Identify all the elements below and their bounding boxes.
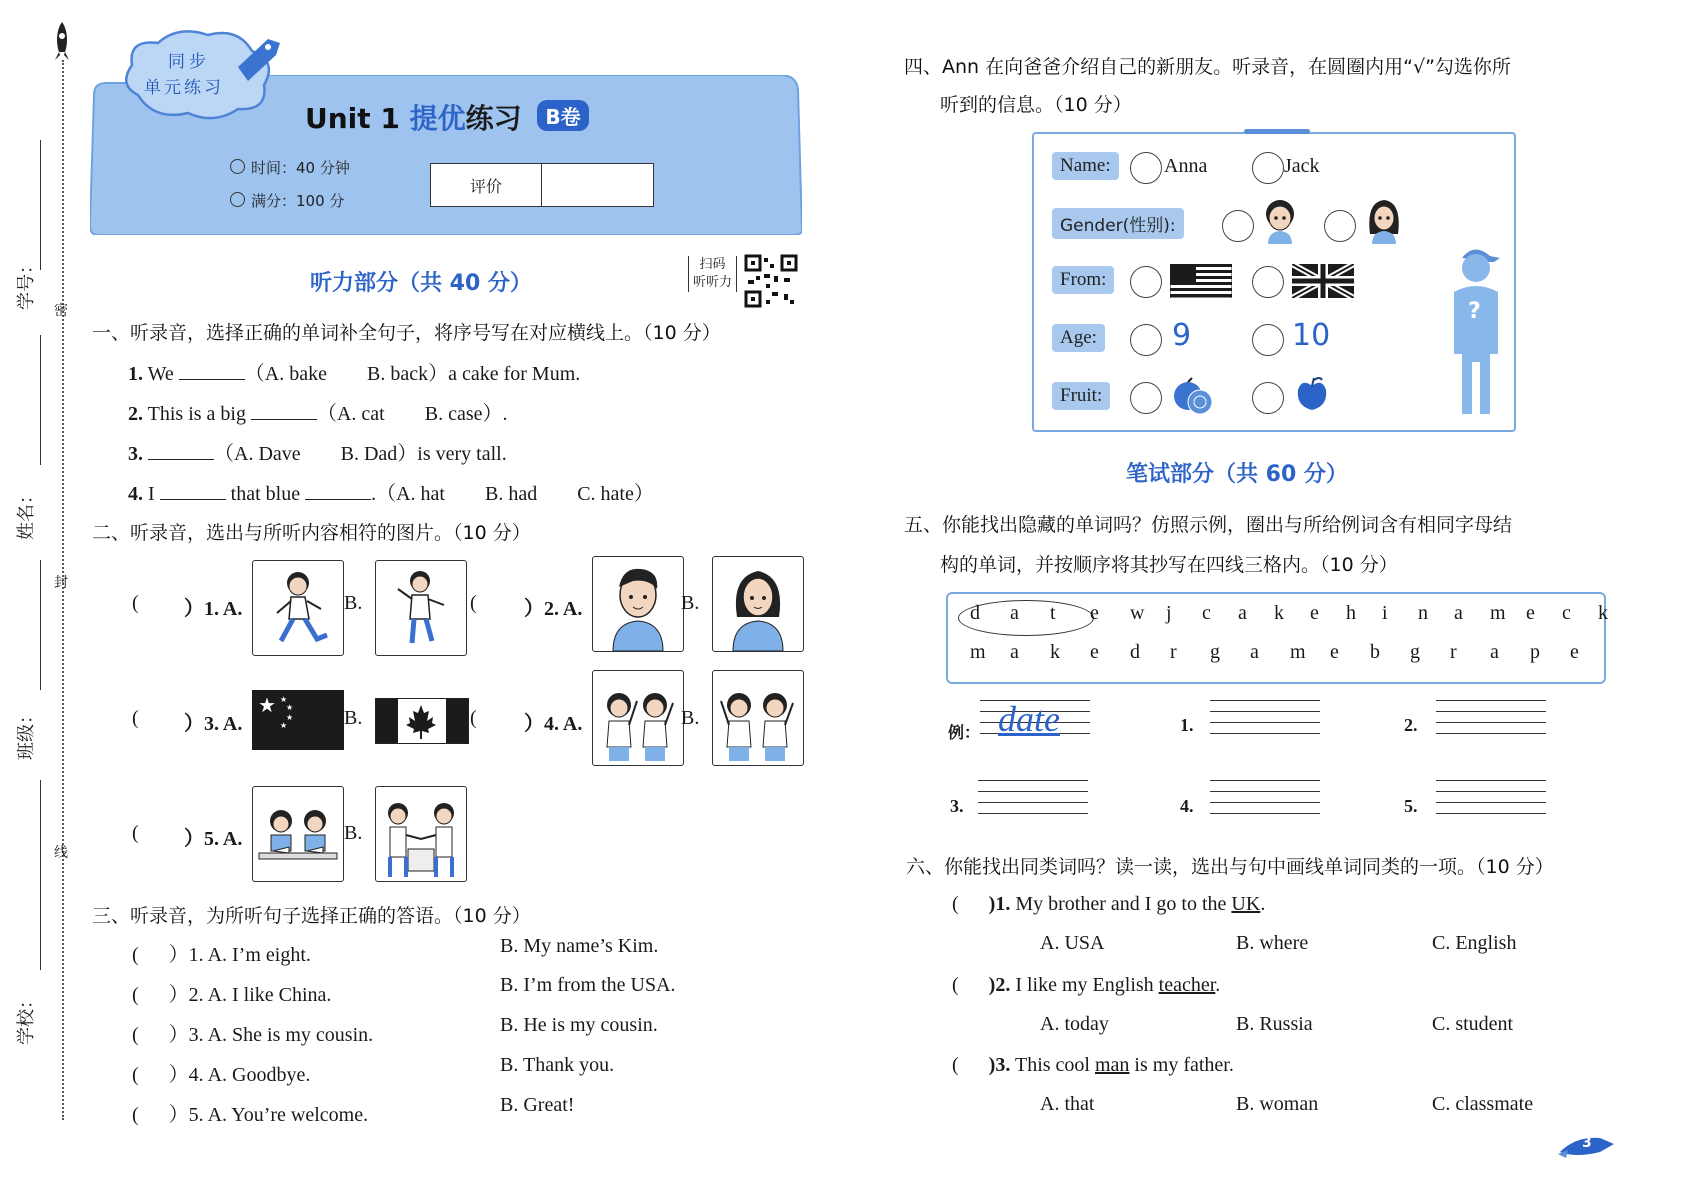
s6-1-option-a[interactable]: A. USA <box>1040 932 1105 954</box>
letter[interactable]: m <box>1490 602 1506 624</box>
letter[interactable]: g <box>1410 641 1420 663</box>
letter-row-1 <box>970 602 1618 625</box>
s3-q-5: ）5. A. You’re welcome. <box>168 1104 369 1126</box>
eval-label: 评价 <box>431 164 542 206</box>
s1-num-1: 1. <box>128 363 143 385</box>
gender-option-girl-circle[interactable] <box>1324 210 1356 242</box>
s1-pre-4: I <box>148 483 155 505</box>
svg-text:★: ★ <box>280 695 288 704</box>
s2-2-picture-a-man[interactable] <box>592 556 684 652</box>
age-option-a-circle[interactable] <box>1130 324 1162 356</box>
s1-post-1: （A. bake B. back）a cake for Mum. <box>244 363 581 385</box>
mystery-person-icon <box>1444 244 1504 420</box>
letter[interactable]: e <box>1090 641 1099 663</box>
from-option-usa-circle[interactable] <box>1130 266 1162 298</box>
s2-paren-5[interactable]: ( <box>132 822 139 844</box>
s1-num-4: 4. <box>128 483 143 505</box>
header-banner <box>90 52 802 235</box>
s3-row-5 <box>132 1098 368 1127</box>
s2-label-1: ）1. A. <box>184 598 243 620</box>
seal-char-3: 线 <box>54 845 68 861</box>
s6-paren-2[interactable]: ( <box>952 974 959 996</box>
s6-3-option-c[interactable]: C. classmate <box>1432 1093 1534 1115</box>
s1-blank-1[interactable] <box>179 378 245 380</box>
s2-4-picture-b-two-girls-waving[interactable] <box>712 670 804 766</box>
s3-paren-2[interactable]: ( <box>132 984 139 1006</box>
s6-2-option-c[interactable]: C. student <box>1432 1013 1514 1035</box>
s2-paren-1[interactable]: ( <box>132 592 139 614</box>
s2-b-2: B. <box>681 592 700 614</box>
name-line[interactable] <box>40 335 41 465</box>
letter[interactable]: a <box>1238 602 1247 624</box>
class-line[interactable] <box>40 560 41 690</box>
name-option-a-circle[interactable] <box>1130 152 1162 184</box>
s2-label-3: ）3. A. <box>184 713 243 735</box>
letter[interactable]: r <box>1170 641 1177 663</box>
s6-post-3: is my father. <box>1129 1054 1234 1076</box>
s6-1-option-c[interactable]: C. English <box>1432 932 1517 954</box>
fruit-option-apple-circle[interactable] <box>1252 382 1284 414</box>
s3-q-2: ）2. A. I like China. <box>168 984 332 1006</box>
s2-1-picture-b-dancing-girl[interactable] <box>375 560 467 656</box>
section-1-title: 一、听录音，选择正确的单词补全句子，将序号写在对应横线上。（10 分） <box>92 322 721 344</box>
s2-label-5: ）5. A. <box>184 828 243 850</box>
svg-text:★: ★ <box>286 703 294 712</box>
name-label: 姓名： <box>16 486 37 540</box>
page-title <box>305 97 589 137</box>
letter[interactable]: a <box>1454 602 1463 624</box>
title-highlight: 提优 <box>409 102 466 135</box>
section-2-title: 二、听录音，选出与所听内容相符的图片。（10 分） <box>92 522 531 544</box>
s6-post-2: . <box>1215 974 1221 996</box>
s1-post-3: （A. Dave B. Dad）is very tall. <box>214 443 507 465</box>
s6-pre-1: My brother and I go to the <box>1015 893 1232 915</box>
s6-num-1: )1. <box>988 893 1011 915</box>
s6-pre-3: This cool <box>1014 1054 1095 1076</box>
letter[interactable]: e <box>1526 602 1535 624</box>
writing-title: 笔试部分（共 60 分） <box>1126 462 1348 487</box>
letter[interactable]: c <box>1562 602 1571 624</box>
s3-row-2 <box>132 978 331 1007</box>
s3-b-4: B. Thank you. <box>500 1054 615 1076</box>
s1-item-3 <box>128 437 507 466</box>
s1-mid-4: that blue <box>230 483 301 505</box>
s6-underlined-1: UK <box>1231 893 1261 915</box>
s2-b-4: B. <box>681 707 700 729</box>
letter[interactable]: c <box>1202 602 1211 624</box>
letter[interactable]: i <box>1382 602 1388 624</box>
title-tag: B卷 <box>537 100 588 131</box>
s3-q-4: ）4. A. Goodbye. <box>168 1064 311 1086</box>
fourline-5[interactable] <box>1436 780 1546 814</box>
badge <box>118 25 268 115</box>
score-row <box>230 190 344 211</box>
s2-b-3: B. <box>344 707 363 729</box>
svg-text:★: ★ <box>286 713 294 722</box>
section-5-title-2: 构的单词，并按顺序将其抄写在四线三格内。（10 分） <box>940 554 1398 576</box>
s6-pre-2: I like my English <box>1015 974 1159 996</box>
s3-q-3: ）3. A. She is my cousin. <box>168 1024 374 1046</box>
fourline-4[interactable] <box>1210 780 1320 814</box>
qr-label-2: 听听力 <box>693 275 733 290</box>
s6-q-2 <box>952 974 1220 997</box>
s2-5-picture-b-kids-handshake[interactable] <box>375 786 467 882</box>
name-label: Name: <box>1052 152 1119 180</box>
s2-b-1: B. <box>344 592 363 614</box>
gender-label: Gender(性别): <box>1052 208 1184 239</box>
s1-post-4: .（A. hat B. had C. hate） <box>371 483 654 505</box>
s1-item-4 <box>128 477 654 506</box>
s1-pre-1: We <box>147 363 174 385</box>
eval-box <box>430 163 654 207</box>
letter[interactable]: a <box>1010 641 1019 663</box>
s3-paren-3[interactable]: ( <box>132 1024 139 1046</box>
svg-text:★: ★ <box>280 721 288 730</box>
gender-option-boy-circle[interactable] <box>1222 210 1254 242</box>
letter[interactable]: e <box>1090 602 1099 624</box>
student-id-label: 学号： <box>16 256 37 310</box>
s1-pre-2: This is a big <box>147 403 246 425</box>
s6-paren-1[interactable]: ( <box>952 893 959 915</box>
section-5-title-1: 五、你能找出隐藏的单词吗？仿照示例，圈出与所给例词含有相同字母结 <box>904 514 1513 536</box>
s6-1-option-b[interactable]: B. where <box>1236 932 1309 954</box>
from-label: From: <box>1052 266 1114 294</box>
fourline-3[interactable] <box>978 780 1088 814</box>
s3-paren-4[interactable]: ( <box>132 1064 139 1086</box>
letter[interactable]: t <box>1050 602 1056 624</box>
s3-row-3 <box>132 1018 373 1047</box>
letter[interactable]: a <box>1010 602 1019 624</box>
school-line[interactable] <box>40 780 41 970</box>
s6-underlined-2: teacher <box>1158 974 1216 996</box>
orange-icon <box>1170 374 1216 418</box>
letter[interactable]: e <box>1310 602 1319 624</box>
from-option-uk-circle[interactable] <box>1252 266 1284 298</box>
qr-label <box>688 256 737 292</box>
letter[interactable]: p <box>1530 641 1540 663</box>
page-number-badge <box>1556 1130 1616 1160</box>
letter[interactable]: n <box>1418 602 1428 624</box>
badge-line-1: 同步 <box>168 52 210 72</box>
girl-face-icon <box>1364 194 1404 246</box>
s2-3-picture-b-canada-flag[interactable] <box>375 698 469 744</box>
rocket-icon <box>52 20 72 62</box>
s6-3-option-b[interactable]: B. woman <box>1236 1093 1319 1115</box>
age-option-a: 9 <box>1172 318 1192 353</box>
letter[interactable]: k <box>1050 641 1060 663</box>
s2-4-picture-a-two-girls-waving[interactable] <box>592 670 684 766</box>
s2-b-5: B. <box>344 822 363 844</box>
qr-code-icon[interactable] <box>744 254 798 308</box>
letter[interactable]: k <box>1598 602 1608 624</box>
s2-1-picture-a-running-boy[interactable] <box>252 560 344 656</box>
letter[interactable]: a <box>1250 641 1259 663</box>
fruit-option-orange-circle[interactable] <box>1130 382 1162 414</box>
fourline-num-2: 2. <box>1404 715 1418 735</box>
letter[interactable]: j <box>1166 602 1172 624</box>
letter[interactable]: k <box>1274 602 1284 624</box>
section-4-title-1: 四、Ann 在向爸爸介绍自己的新朋友。听录音，在圆圈内用“√”勾选你所 <box>904 56 1511 78</box>
letter[interactable]: e <box>1330 641 1339 663</box>
s2-3-picture-a-china-flag[interactable] <box>252 690 344 750</box>
s1-num-2: 2. <box>128 403 143 425</box>
s3-b-1: B. My name’s Kim. <box>500 935 659 957</box>
s1-item-1 <box>128 357 580 386</box>
letter[interactable]: w <box>1130 602 1145 624</box>
school-label: 学校： <box>16 991 37 1045</box>
check-circle-icon <box>230 192 245 207</box>
qr-label-1: 扫码 <box>699 257 726 272</box>
letter[interactable]: h <box>1346 602 1356 624</box>
s2-paren-2[interactable]: ( <box>470 592 477 614</box>
student-id-line[interactable] <box>40 140 41 270</box>
name-option-a: Anna <box>1164 155 1208 177</box>
s6-underlined-3: man <box>1094 1054 1130 1076</box>
fourline-num-5: 5. <box>1404 796 1418 816</box>
letter-row-2 <box>970 641 1590 664</box>
uk-flag-icon <box>1292 264 1354 298</box>
letter[interactable]: d <box>1130 641 1140 663</box>
letter[interactable]: b <box>1370 641 1380 663</box>
letter[interactable]: d <box>970 602 980 624</box>
seal-char-1: 密 <box>54 303 68 319</box>
example-label: 例： <box>948 723 981 742</box>
letter[interactable]: e <box>1570 641 1579 663</box>
section-3-title: 三、听录音，为所听句子选择正确的答语。（10 分） <box>92 905 531 927</box>
class-label: 班级： <box>16 706 37 760</box>
letter-grid <box>946 592 1606 684</box>
binding-margin <box>0 0 80 1190</box>
age-option-b: 10 <box>1292 318 1331 353</box>
letter[interactable]: r <box>1450 641 1457 663</box>
s3-paren-5[interactable]: ( <box>132 1104 139 1126</box>
s2-label-4: ）4. A. <box>524 713 583 735</box>
fourline-1[interactable] <box>1210 700 1320 734</box>
s3-b-5: B. Great! <box>500 1094 575 1116</box>
fourline-num-4: 4. <box>1180 796 1194 816</box>
score-label: 满分：100 分 <box>251 192 345 210</box>
s1-blank-4b[interactable] <box>305 498 371 500</box>
s6-paren-3[interactable]: ( <box>952 1054 959 1076</box>
seal-char-2: 封 <box>54 575 68 591</box>
s3-row-4 <box>132 1058 310 1087</box>
s1-blank-4a[interactable] <box>160 498 226 500</box>
letter[interactable]: a <box>1490 641 1499 663</box>
s3-row-1 <box>132 938 311 967</box>
s6-3-option-a[interactable]: A. that <box>1040 1093 1095 1115</box>
apple-icon <box>1292 374 1332 414</box>
s1-post-2: （A. cat B. case）. <box>316 403 508 425</box>
clock-icon <box>230 159 245 174</box>
page-number: 3 <box>1582 1135 1592 1151</box>
s3-q-1: ）1. A. I’m eight. <box>168 944 311 966</box>
boy-face-icon <box>1260 194 1300 246</box>
s6-q-1 <box>952 893 1265 916</box>
friend-info-card <box>1032 132 1516 432</box>
name-option-b-circle[interactable] <box>1252 152 1284 184</box>
letter[interactable]: m <box>1290 641 1306 663</box>
s6-q-3 <box>952 1054 1234 1077</box>
s2-label-2: ）2. A. <box>524 598 583 620</box>
time-label: 时间：40 分钟 <box>251 159 350 177</box>
age-option-b-circle[interactable] <box>1252 324 1284 356</box>
s3-b-2: B. I’m from the USA. <box>500 974 676 996</box>
time-row <box>230 157 350 178</box>
s2-2-picture-b-woman[interactable] <box>712 556 804 652</box>
letter[interactable]: m <box>970 641 986 663</box>
section-6-title: 六、你能找出同类词吗？读一读，选出与句中画线单词同类的一项。（10 分） <box>906 856 1554 878</box>
fourline-2[interactable] <box>1436 700 1546 734</box>
badge-line-2: 单元练习 <box>144 78 224 98</box>
s6-2-option-a[interactable]: A. today <box>1040 1013 1109 1035</box>
fourline-num-3: 3. <box>950 796 964 816</box>
title-unit: Unit 1 <box>305 102 410 135</box>
name-option-b: Jack <box>1284 155 1320 177</box>
mystery-question-mark: ? <box>1468 299 1481 324</box>
s1-blank-2[interactable] <box>251 418 317 420</box>
listening-title: 听力部分（共 40 分） <box>310 271 532 296</box>
s2-5-picture-a-kids-reading[interactable] <box>252 786 344 882</box>
eval-score-field[interactable] <box>542 164 653 206</box>
fourline-num-1: 1. <box>1180 715 1194 735</box>
letter[interactable]: g <box>1210 641 1220 663</box>
s6-post-1: . <box>1260 893 1266 915</box>
s2-paren-3[interactable]: ( <box>132 707 139 729</box>
s6-2-option-b[interactable]: B. Russia <box>1236 1013 1313 1035</box>
usa-flag-icon <box>1170 264 1232 298</box>
s6-num-2: )2. <box>988 974 1011 996</box>
s6-num-3: )3. <box>988 1054 1011 1076</box>
s3-paren-1[interactable]: ( <box>132 944 139 966</box>
title-rest: 练习 <box>465 102 522 135</box>
svg-text:★: ★ <box>258 693 276 717</box>
example-word: date <box>998 699 1060 739</box>
section-4-title-2: 听到的信息。（10 分） <box>940 94 1132 116</box>
s1-blank-3[interactable] <box>148 458 214 460</box>
age-label: Age: <box>1052 324 1105 352</box>
s1-item-2 <box>128 397 508 426</box>
s2-paren-4[interactable]: ( <box>470 707 477 729</box>
s1-num-3: 3. <box>128 443 143 465</box>
s3-b-3: B. He is my cousin. <box>500 1014 658 1036</box>
fruit-label: Fruit: <box>1052 382 1110 410</box>
